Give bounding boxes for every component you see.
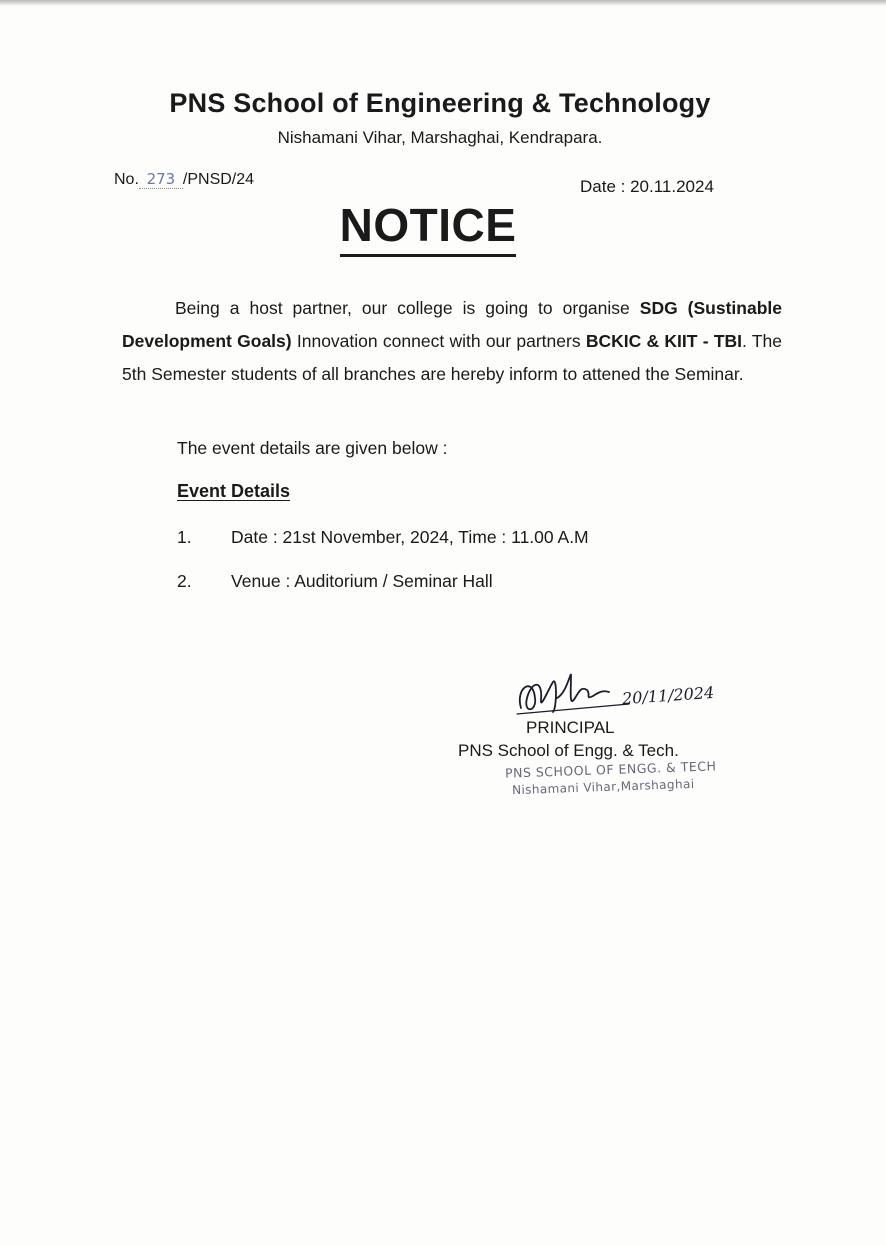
stamp-line-1: PNS SCHOOL OF ENGG. & TECH xyxy=(504,758,717,781)
signatory-school: PNS School of Engg. & Tech. xyxy=(458,741,679,760)
reference-number xyxy=(114,170,254,189)
event-item-text: Venue : Auditorium / Seminar Hall xyxy=(231,571,493,591)
notice-title-text: NOTICE xyxy=(340,199,517,257)
institution-address: Nishamani Vihar, Marshaghai, Kendrapara. xyxy=(277,128,603,147)
reference-suffix: /PNSD/24 xyxy=(182,171,255,188)
event-item xyxy=(177,527,589,548)
stamp-line-2: Nishamani Vihar,Marshaghai xyxy=(511,776,695,798)
signature-block xyxy=(440,660,740,810)
body-mid: Innovation connect with our partners xyxy=(291,331,586,351)
signature-date: 20/11/2024 xyxy=(621,682,715,709)
body-intro: Being a host partner, our college is going to organise xyxy=(175,298,640,318)
event-item xyxy=(177,571,493,592)
event-item-number: 2. xyxy=(177,571,192,591)
notice-date: Date : 20.11.2024 xyxy=(580,177,714,196)
signature-icon xyxy=(513,668,633,718)
notice-body-paragraph xyxy=(122,292,782,391)
page-top-edge xyxy=(0,0,886,6)
body-partners: BCKIC & KIIT - TBI xyxy=(585,331,743,351)
institution-name: PNS School of Engineering & Technology xyxy=(169,88,711,118)
event-details-heading: Event Details xyxy=(177,481,291,501)
body-end: . The 5th Semester students of all branches are hereby inform to attened the Seminar. xyxy=(122,331,782,384)
reference-prefix: No. xyxy=(114,171,139,188)
event-item-text: Date : 21st November, 2024, Time : 11.00 A.M xyxy=(231,527,589,547)
signatory-designation: PRINCIPAL xyxy=(526,718,615,737)
event-intro: The event details are given below : xyxy=(177,438,448,458)
notice-title xyxy=(0,198,856,252)
body-sdg: SDG (Sustinable Development Goals) xyxy=(122,298,782,351)
event-item-number: 1. xyxy=(177,527,192,547)
reference-handwritten-number: 273 xyxy=(139,170,183,189)
